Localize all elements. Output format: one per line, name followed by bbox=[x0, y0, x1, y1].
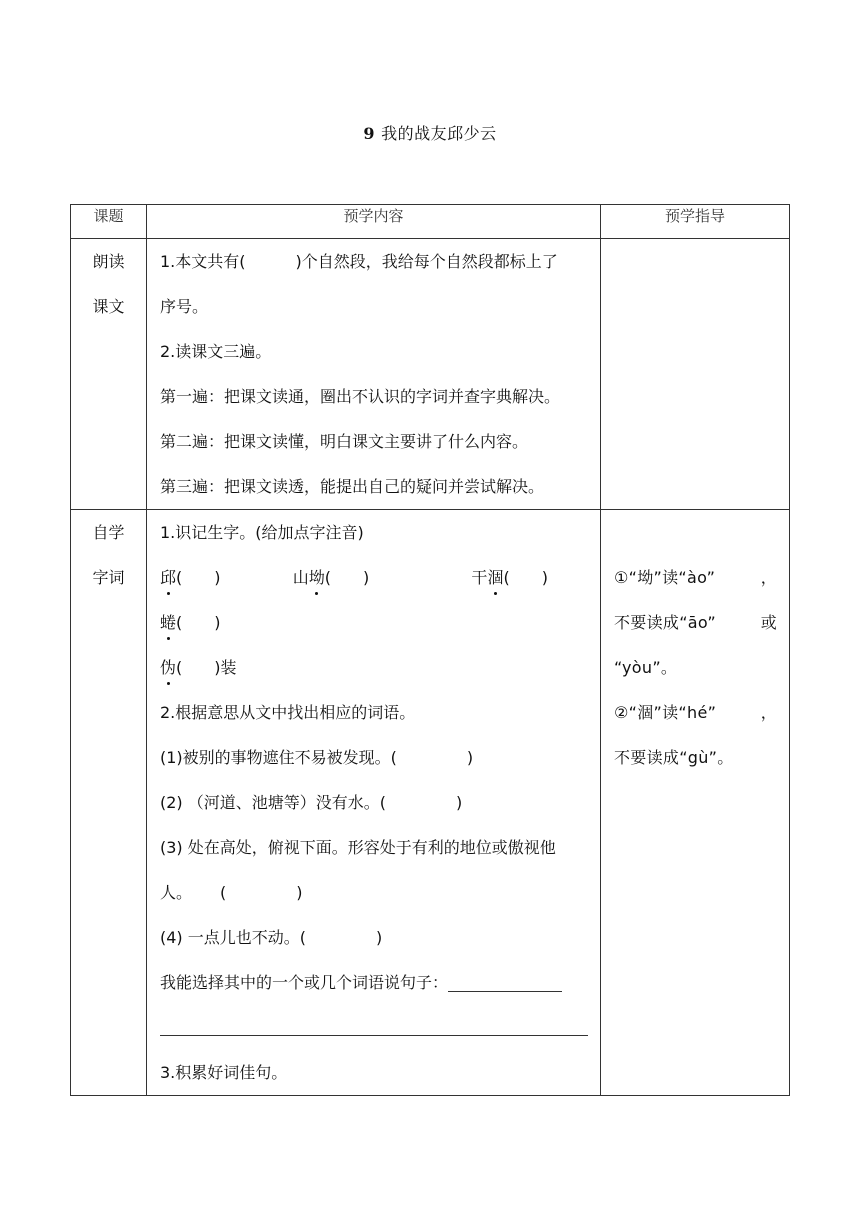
list-item: (3) 处在高处，俯视下面。形容处于有利的地位或傲视他 bbox=[160, 838, 556, 857]
vocab-content bbox=[147, 510, 601, 1096]
dotted-char: 涸 bbox=[487, 555, 503, 600]
list-item: 第一遍：把课文读通，圈出不认识的字词并查字典解决。 bbox=[160, 387, 561, 406]
header-topic: 课题 bbox=[71, 205, 147, 239]
lesson-title: 我的战友邱少云 bbox=[381, 124, 497, 143]
list-item: 人。 ( ) bbox=[160, 883, 303, 902]
sentence-prompt: 我能选择其中的一个或几个词语说句子： bbox=[160, 960, 588, 1005]
list-item: 2.根据意思从文中找出相应的词语。 bbox=[160, 703, 416, 722]
answer-line-full bbox=[160, 1005, 588, 1050]
list-item: (4) 一点儿也不动。( ) bbox=[160, 928, 383, 947]
list-item: 1.本文共有( )个自然段，我给每个自然段都标上了 bbox=[160, 252, 558, 271]
list-item: (2) （河道、池塘等）没有水。( ) bbox=[160, 793, 463, 812]
header-content: 预学内容 bbox=[147, 205, 601, 239]
list-item: 第二遍：把课文读懂，明白课文主要讲了什么内容。 bbox=[160, 432, 529, 451]
reading-content bbox=[147, 239, 601, 510]
list-item: 1.识记生字。(给加点字注音) bbox=[160, 523, 364, 542]
dotted-char: 蜷 bbox=[160, 600, 176, 645]
list-item: 序号。 bbox=[160, 297, 209, 316]
lesson-number: 9 bbox=[363, 124, 376, 143]
list-item: 3.积累好词佳句。 bbox=[160, 1063, 288, 1082]
label-vocab: 自学 字词 bbox=[71, 510, 147, 1096]
word-row: 蜷( ) bbox=[160, 600, 588, 645]
page-title bbox=[0, 121, 860, 144]
guide-line: ②“涸”读“hé” ， bbox=[614, 703, 777, 722]
label-reading: 朗读 课文 bbox=[71, 239, 147, 510]
word-row: 邱( ) 山坳( ) 干涸( ) bbox=[160, 555, 588, 600]
dotted-char: 邱 bbox=[160, 555, 176, 600]
vocab-guide bbox=[601, 510, 790, 1096]
dotted-char: 坳 bbox=[309, 555, 325, 600]
row-reading bbox=[71, 239, 790, 510]
word-row: 伪( )装 bbox=[160, 645, 588, 690]
study-table bbox=[70, 204, 790, 1096]
guide-line: 不要读成“āo” 或 bbox=[614, 613, 777, 632]
guide-line: “yòu”。 bbox=[614, 658, 678, 677]
list-item: 2.读课文三遍。 bbox=[160, 342, 272, 361]
answer-line bbox=[448, 971, 562, 992]
header-row bbox=[71, 205, 790, 239]
guide-line: 不要读成“gù”。 bbox=[614, 748, 734, 767]
row-vocab bbox=[71, 510, 790, 1096]
header-guide: 预学指导 bbox=[601, 205, 790, 239]
guide-line: ①“坳”读“ào” ， bbox=[614, 568, 777, 587]
dotted-char: 伪 bbox=[160, 645, 176, 690]
list-item: (1)被别的事物遮住不易被发现。( ) bbox=[160, 748, 474, 767]
list-item: 第三遍：把课文读透，能提出自己的疑问并尝试解决。 bbox=[160, 477, 545, 496]
reading-guide bbox=[601, 239, 790, 510]
